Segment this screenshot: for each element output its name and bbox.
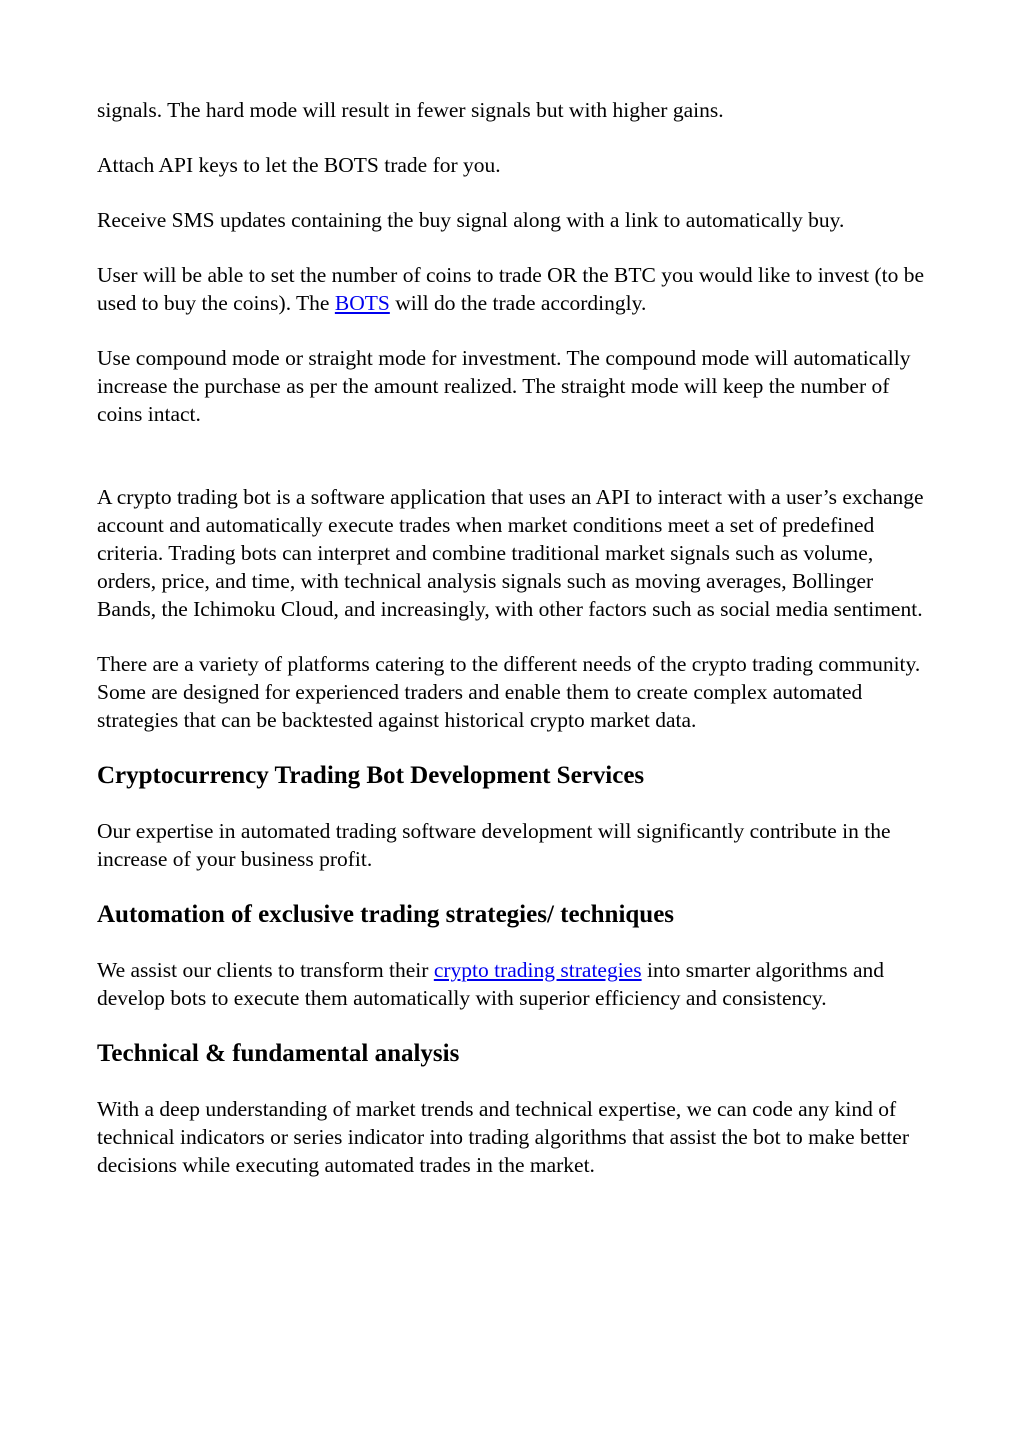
heading-automation-strategies: Automation of exclusive trading strategies/ techniques xyxy=(97,901,675,928)
paragraph-hard-mode: signals. The hard mode will result in fewer signals but with higher gains. xyxy=(97,98,724,122)
paragraph-strategies-text-start: We assist our clients to transform their xyxy=(97,958,434,982)
paragraph-development-services: Our expertise in automated trading software development will significantly contribute in the increase of your business profit. xyxy=(97,819,891,871)
bots-link[interactable]: BOTS xyxy=(334,291,390,315)
paragraph-compound-mode: Use compound mode or straight mode for investment. The compound mode will automatically increase the purchase as per the amount realized. The straight mode will keep the number of coins intact. xyxy=(97,346,911,426)
paragraph-coins-text-end: will do the trade accordingly. xyxy=(389,291,647,315)
paragraph-sms-updates: Receive SMS updates containing the buy signal along with a link to automatically buy. xyxy=(97,208,845,232)
paragraph-number-of-coins xyxy=(97,261,933,317)
paragraph-strategies-text-end: into smarter algorithms and develop bots to execute them automatically with superior efficiency and consistency. xyxy=(97,958,885,1010)
document-page xyxy=(97,96,933,1206)
heading-technical-analysis: Technical & fundamental analysis xyxy=(97,1040,460,1067)
heading-development-services: Cryptocurrency Trading Bot Development Services xyxy=(97,762,645,789)
paragraph-platforms: There are a variety of platforms catering to the different needs of the crypto trading community. Some are designed for experienced traders and enable them to create complex automated strategies that can be backtested against historical crypto market data. xyxy=(97,652,921,732)
paragraph-api-keys: Attach API keys to let the BOTS trade for you. xyxy=(97,153,501,177)
paragraph-coins-text-start: User will be able to set the number of coins to trade OR the BTC you would like to invest (to be used to buy the coins). The xyxy=(97,263,924,315)
paragraph-trading-bot-definition: A crypto trading bot is a software application that uses an API to interact with a user’s exchange account and automatically execute trades when market conditions meet a set of predefined criteria. Trading bots can interpret and combine traditional market signals such as volume, orders, price, and time, with technical analysis signals such as moving averages, Bollinger Bands, the Ichimoku Cloud, and increasingly, with other factors such as social media sentiment. xyxy=(97,485,924,621)
crypto-trading-strategies-link[interactable]: crypto trading strategies xyxy=(433,958,642,982)
paragraph-technical-analysis: With a deep understanding of market trends and technical expertise, we can code any kind of technical indicators or series indicator into trading algorithms that assist the bot to make better decisions while executing automated trades in the market. xyxy=(97,1097,910,1177)
paragraph-automation-strategies xyxy=(97,956,933,1012)
